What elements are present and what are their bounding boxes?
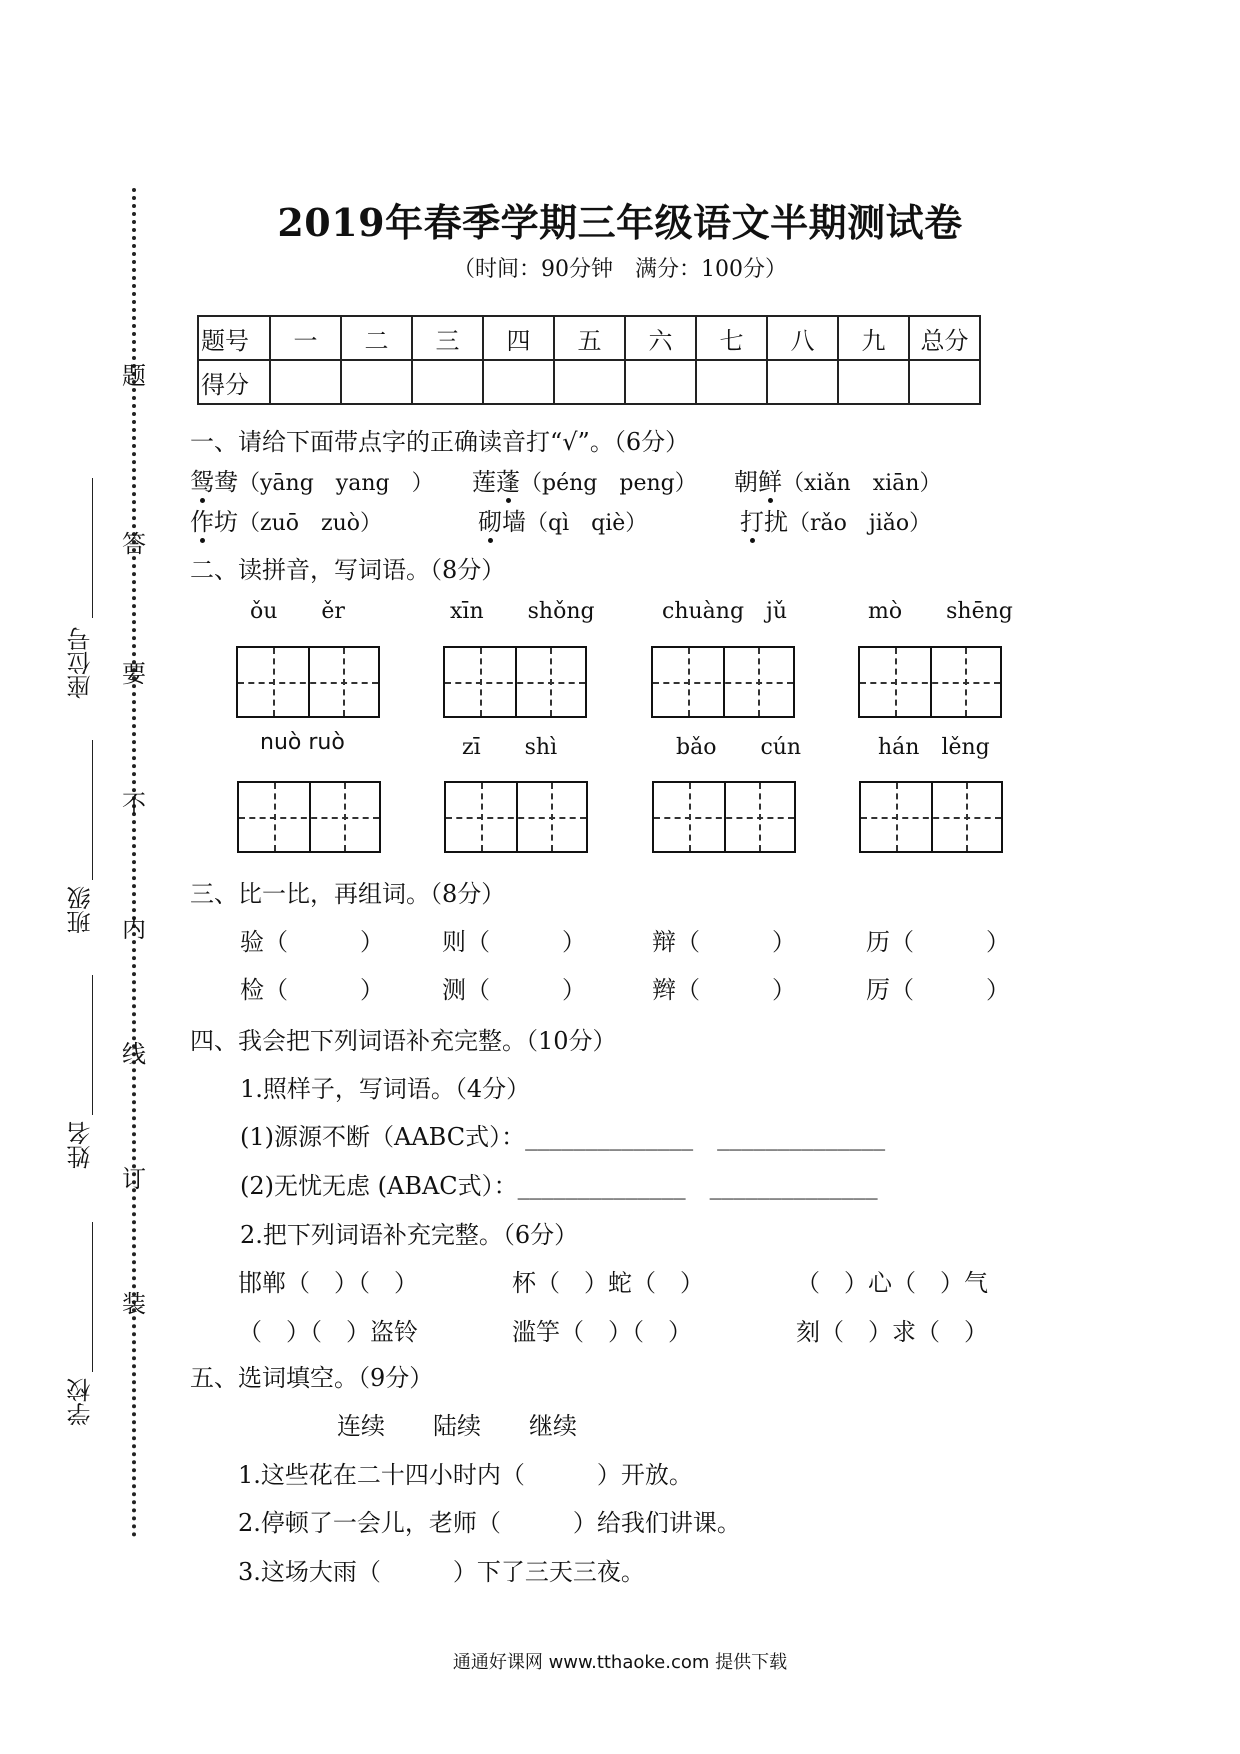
section5-heading: 五、选词填空。（9分） <box>190 1364 434 1392</box>
binding-dotted-line <box>132 188 136 1538</box>
score-table-score-row <box>198 360 980 404</box>
margin-notice-char: 内 <box>122 915 146 943</box>
section3-heading: 三、比一比，再组词。（8分） <box>190 880 506 908</box>
word-options: 连续 陆续 继续 <box>337 1412 577 1440</box>
score-input-cell[interactable] <box>412 360 483 404</box>
margin-notice-char: 线 <box>122 1040 146 1068</box>
table-cell: 五 <box>554 316 625 360</box>
compare-item: 厉（ ） <box>866 976 1010 1004</box>
exam-title: 2019年春季学期三年级语文半期测试卷 <box>277 200 963 245</box>
section4-heading: 四、我会把下列词语补充完整。（10分） <box>190 1027 617 1055</box>
section4-sub1: 1.照样子，写词语。（4分） <box>240 1075 531 1103</box>
writing-grid[interactable] <box>651 646 795 718</box>
dotted-char: 砌 <box>478 502 502 537</box>
pinyin-label: bǎo cún <box>676 735 802 760</box>
section2-heading: 二、读拼音，写词语。（8分） <box>190 556 506 584</box>
seat-number-blank[interactable] <box>92 478 93 618</box>
school-label: 学校 <box>67 1378 95 1426</box>
score-input-cell[interactable] <box>696 360 767 404</box>
dotted-char: 鲜 <box>758 462 782 497</box>
table-cell: 得分 <box>198 360 270 404</box>
table-cell: 三 <box>412 316 483 360</box>
school-blank[interactable] <box>92 1222 93 1372</box>
idiom-item: 刻（ ）求（ ） <box>796 1318 988 1346</box>
table-cell: 九 <box>838 316 909 360</box>
table-cell: 七 <box>696 316 767 360</box>
table-cell: 八 <box>767 316 838 360</box>
writing-grid[interactable] <box>236 646 380 718</box>
section1-heading: 一、请给下面带点字的正确读音打“√”。（6分） <box>190 428 690 456</box>
section1-item: 朝鲜（xiǎn xiān） <box>734 462 941 497</box>
score-table <box>197 315 981 405</box>
writing-grid[interactable] <box>859 781 1003 853</box>
dotted-char: 蓬 <box>496 462 520 497</box>
pinyin-label: ǒu ěr <box>250 599 345 624</box>
pinyin-label: hán lěng <box>878 735 990 760</box>
compare-item: 则（ ） <box>442 928 586 956</box>
section1-item: 作坊（zuō zuò） <box>190 502 382 537</box>
score-input-cell[interactable] <box>483 360 554 404</box>
margin-notice-char: 装 <box>122 1290 146 1318</box>
score-input-cell[interactable] <box>625 360 696 404</box>
section1-item: 打扰（rǎo jiǎo） <box>740 502 931 537</box>
score-table-header-row <box>198 316 980 360</box>
seat-number-label: 座位号 <box>67 627 95 699</box>
score-input-cell[interactable] <box>838 360 909 404</box>
compare-item: 验（ ） <box>240 928 384 956</box>
fill-question: 1.这些花在二十四小时内（ ）开放。 <box>238 1461 693 1489</box>
pinyin-label: nuò ruò <box>260 730 345 755</box>
idiom-item: 邯郸（ ）（ ） <box>238 1269 418 1297</box>
pinyin-label: zī shì <box>462 735 558 760</box>
margin-notice-char: 答 <box>122 530 146 558</box>
writing-grid[interactable] <box>858 646 1002 718</box>
score-input-cell[interactable] <box>767 360 838 404</box>
pinyin-label: xīn shǒng <box>450 599 595 624</box>
compare-item: 辫（ ） <box>652 976 796 1004</box>
margin-notice-char: 不 <box>122 790 146 818</box>
name-blank[interactable] <box>92 975 93 1115</box>
compare-item: 检（ ） <box>240 976 384 1004</box>
section4-sub2: 2.把下列词语补充完整。（6分） <box>240 1221 579 1249</box>
idiom-item: （ ）心（ ）气 <box>796 1269 988 1297</box>
section1-item: 砌墙（qì qiè） <box>478 502 647 537</box>
class-blank[interactable] <box>92 740 93 880</box>
score-input-cell[interactable] <box>909 360 980 404</box>
table-cell: 六 <box>625 316 696 360</box>
compare-item: 辩（ ） <box>652 928 796 956</box>
writing-grid[interactable] <box>443 646 587 718</box>
exam-subtitle: （时间：90分钟 满分：100分） <box>453 257 787 282</box>
compare-item: 历（ ） <box>866 928 1010 956</box>
margin-notice-char: 要 <box>122 660 146 688</box>
section1-item: 莲蓬（péng peng） <box>472 462 697 497</box>
dotted-char: 鸳 <box>190 462 214 497</box>
pinyin-label: mò shēng <box>868 599 1013 624</box>
section4-line2: (2)无忧无虑 (ABAC式）：______________ ______________ <box>240 1172 878 1200</box>
table-cell: 总分 <box>909 316 980 360</box>
table-cell: 四 <box>483 316 554 360</box>
idiom-item: （ ）（ ）盗铃 <box>238 1318 418 1346</box>
score-input-cell[interactable] <box>270 360 341 404</box>
margin-notice-char: 题 <box>122 362 146 390</box>
section1-item: 鸳鸯（yāng yang ） <box>190 462 434 497</box>
dotted-char: 作 <box>190 502 214 537</box>
writing-grid[interactable] <box>652 781 796 853</box>
table-cell: 二 <box>341 316 412 360</box>
pinyin-label: chuàng jǔ <box>662 599 788 624</box>
fill-question: 2.停顿了一会儿，老师（ ）给我们讲课。 <box>238 1509 741 1537</box>
idiom-item: 杯（ ）蛇（ ） <box>512 1269 704 1297</box>
table-cell: 一 <box>270 316 341 360</box>
table-cell: 题号 <box>198 316 270 360</box>
footer-source: 通通好课网 www.tthaoke.com 提供下载 <box>452 1652 788 1673</box>
section4-line1: (1)源源不断（AABC式）：______________ ______________ <box>240 1123 886 1151</box>
writing-grid[interactable] <box>444 781 588 853</box>
writing-grid[interactable] <box>237 781 381 853</box>
idiom-item: 滥竽（ ）（ ） <box>512 1318 692 1346</box>
margin-notice-char: 订 <box>122 1165 146 1193</box>
class-label: 班级 <box>67 886 95 934</box>
fill-question: 3.这场大雨（ ）下了三天三夜。 <box>238 1558 645 1586</box>
score-input-cell[interactable] <box>341 360 412 404</box>
score-input-cell[interactable] <box>554 360 625 404</box>
dotted-char: 打 <box>740 502 764 537</box>
name-label: 姓名 <box>67 1121 95 1169</box>
compare-item: 测（ ） <box>442 976 586 1004</box>
